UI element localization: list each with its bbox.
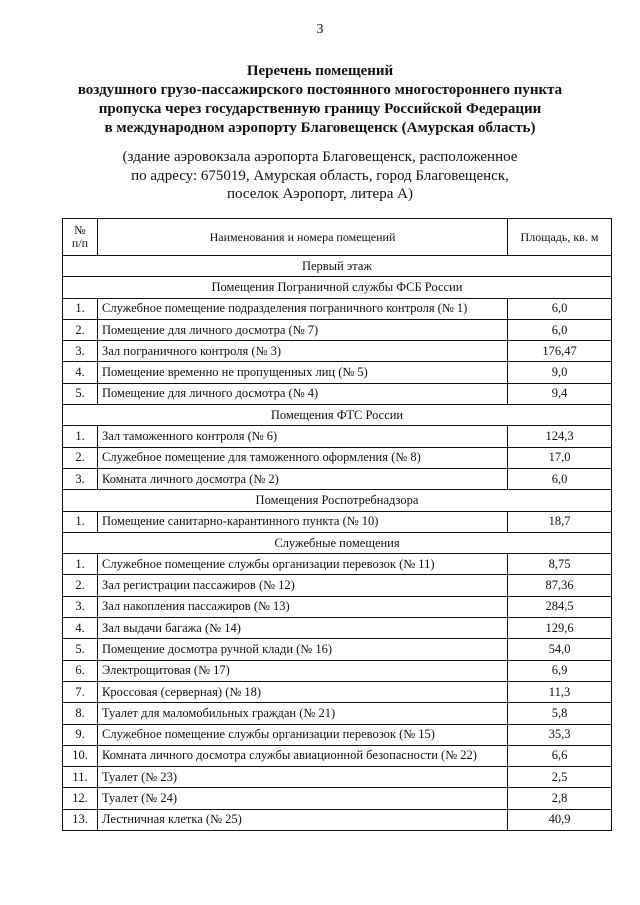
table-header-row: [63, 219, 612, 256]
room-name: Комната личного досмотра службы авиационной безопасности (№ 22): [98, 745, 508, 766]
row-number: 2.: [63, 447, 98, 468]
section-row: [63, 532, 612, 553]
floor-row: [63, 256, 612, 277]
document-subtitle: [0, 148, 640, 204]
floor-title: Первый этаж: [63, 256, 612, 277]
room-area: 124,3: [508, 426, 612, 447]
table-row: [63, 319, 612, 340]
room-name: Зал выдачи багажа (№ 14): [98, 618, 508, 639]
table-row: [63, 703, 612, 724]
row-number: 9.: [63, 724, 98, 745]
room-area: 35,3: [508, 724, 612, 745]
table-row: [63, 724, 612, 745]
room-name: Комната личного досмотра (№ 2): [98, 468, 508, 489]
row-number: 4.: [63, 618, 98, 639]
title-line: Перечень помещений: [246, 63, 394, 79]
room-name: Служебное помещение для таможенного оформления (№ 8): [98, 447, 508, 468]
title-line: воздушного грузо-пассажирского постоянного многостороннего пункта: [77, 82, 563, 98]
title-line: пропуска через государственную границу Российской Федерации: [98, 101, 542, 117]
room-name: Помещение временно не пропущенных лиц (№ 5): [98, 362, 508, 383]
room-name: Помещение досмотра ручной клади (№ 16): [98, 639, 508, 660]
table-row: [63, 511, 612, 532]
room-name: Помещение для личного досмотра (№ 4): [98, 383, 508, 404]
room-name: Служебное помещение службы организации перевозок (№ 15): [98, 724, 508, 745]
document-title: [0, 62, 640, 138]
table-row: [63, 681, 612, 702]
room-area: 87,36: [508, 575, 612, 596]
table-row: [63, 426, 612, 447]
table-row: [63, 618, 612, 639]
row-number: 13.: [63, 809, 98, 830]
section-row: [63, 277, 612, 298]
room-name: Зал накопления пассажиров (№ 13): [98, 596, 508, 617]
rooms-table: [62, 218, 612, 831]
room-area: 6,6: [508, 745, 612, 766]
room-area: 17,0: [508, 447, 612, 468]
row-number: 7.: [63, 681, 98, 702]
room-name: Служебное помещение службы организации перевозок (№ 11): [98, 554, 508, 575]
table-row: [63, 468, 612, 489]
room-area: 176,47: [508, 341, 612, 362]
room-name: Электрощитовая (№ 17): [98, 660, 508, 681]
title-line: в международном аэропорту Благовещенск (Амурская область): [104, 120, 536, 136]
room-name: Служебное помещение подразделения пограничного контроля (№ 1): [98, 298, 508, 319]
room-name: Туалет (№ 24): [98, 788, 508, 809]
room-area: 40,9: [508, 809, 612, 830]
table-row: [63, 809, 612, 830]
row-number: 3.: [63, 341, 98, 362]
row-number: 1.: [63, 554, 98, 575]
room-area: 6,0: [508, 319, 612, 340]
table-row: [63, 745, 612, 766]
section-title: Помещения Пограничной службы ФСБ России: [63, 277, 612, 298]
room-area: 6,0: [508, 298, 612, 319]
room-name: Помещение санитарно-карантинного пункта (№ 10): [98, 511, 508, 532]
table-row: [63, 298, 612, 319]
header-name: Наименования и номера помещений: [98, 219, 508, 256]
table-row: [63, 767, 612, 788]
room-name: Зал регистрации пассажиров (№ 12): [98, 575, 508, 596]
room-name: Зал пограничного контроля (№ 3): [98, 341, 508, 362]
room-name: Туалет (№ 23): [98, 767, 508, 788]
room-area: 54,0: [508, 639, 612, 660]
room-name: Зал таможенного контроля (№ 6): [98, 426, 508, 447]
room-area: 2,8: [508, 788, 612, 809]
subtitle-line: (здание аэровокзала аэропорта Благовещенск, расположенное: [122, 149, 518, 165]
row-number: 6.: [63, 660, 98, 681]
room-area: 6,0: [508, 468, 612, 489]
header-number-abbr: п/п: [71, 236, 89, 250]
table-row: [63, 596, 612, 617]
header-area: Площадь, кв. м: [508, 219, 612, 256]
table-row: [63, 554, 612, 575]
row-number: 5.: [63, 639, 98, 660]
room-area: 11,3: [508, 681, 612, 702]
row-number: 3.: [63, 596, 98, 617]
room-name: Туалет для маломобильных граждан (№ 21): [98, 703, 508, 724]
header-number-symbol: №: [74, 223, 86, 237]
row-number: 2.: [63, 319, 98, 340]
room-area: 2,5: [508, 767, 612, 788]
table-row: [63, 341, 612, 362]
table-row: [63, 575, 612, 596]
section-row: [63, 490, 612, 511]
row-number: 1.: [63, 511, 98, 532]
room-area: 18,7: [508, 511, 612, 532]
table-row: [63, 447, 612, 468]
row-number: 10.: [63, 745, 98, 766]
section-title: Помещения Роспотребнадзора: [63, 490, 612, 511]
room-name: Помещение для личного досмотра (№ 7): [98, 319, 508, 340]
room-name: Лестничная клетка (№ 25): [98, 809, 508, 830]
section-title: Служебные помещения: [63, 532, 612, 553]
table-row: [63, 362, 612, 383]
section-row: [63, 405, 612, 426]
room-area: 9,0: [508, 362, 612, 383]
table-row: [63, 660, 612, 681]
subtitle-line: поселок Аэропорт, литера А): [227, 186, 413, 202]
row-number: 12.: [63, 788, 98, 809]
table-row: [63, 639, 612, 660]
room-area: 8,75: [508, 554, 612, 575]
row-number: 1.: [63, 298, 98, 319]
room-area: 284,5: [508, 596, 612, 617]
room-area: 5,8: [508, 703, 612, 724]
table-row: [63, 383, 612, 404]
row-number: 11.: [63, 767, 98, 788]
row-number: 1.: [63, 426, 98, 447]
row-number: 5.: [63, 383, 98, 404]
row-number: 2.: [63, 575, 98, 596]
header-number: [63, 219, 98, 256]
page-number: 3: [316, 22, 324, 37]
room-area: 6,9: [508, 660, 612, 681]
subtitle-line: по адресу: 675019, Амурская область, город Благовещенск,: [131, 167, 509, 184]
table-row: [63, 788, 612, 809]
room-area: 9,4: [508, 383, 612, 404]
row-number: 4.: [63, 362, 98, 383]
section-title: Помещения ФТС России: [63, 405, 612, 426]
room-name: Кроссовая (серверная) (№ 18): [98, 681, 508, 702]
table-body: [63, 256, 612, 831]
room-area: 129,6: [508, 618, 612, 639]
row-number: 3.: [63, 468, 98, 489]
row-number: 8.: [63, 703, 98, 724]
